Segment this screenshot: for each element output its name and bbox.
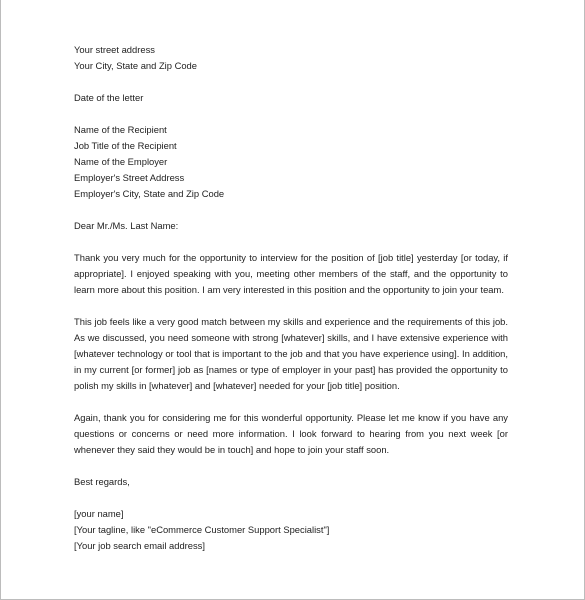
body-paragraph-3: Again, thank you for considering me for this wonderful opportunity. Please let me know if you have any questions or concerns or need more information. I look forward to hearing from you next week [or whenever they said they would be in touch] and hope to join your staff soon. <box>74 412 508 455</box>
recipient-street: Employer's Street Address <box>74 172 185 183</box>
signature-block <box>74 506 508 554</box>
salutation-block <box>74 218 508 234</box>
signature-email: [Your job search email address] <box>74 540 205 551</box>
sender-city-state-zip: Your City, State and Zip Code <box>74 60 197 71</box>
body-paragraph-2: This job feels like a very good match between my skills and experience and the requirements of this job. As we discussed, you need someone with strong [whatever] skills, and I have extensive experience with [whatever technology or tool that is important to the job and that you have experience using]. In addition, in my current [or former] job as [names or type of employer in your past] has provided the opportunity to polish my skills in [whatever] and [whatever] needed for your [job title] position. <box>74 316 508 391</box>
letter-date: Date of the letter <box>74 92 144 103</box>
recipient-address <box>74 122 508 202</box>
recipient-employer: Name of the Employer <box>74 156 168 167</box>
sender-address <box>74 42 508 74</box>
sender-street: Your street address <box>74 44 155 55</box>
recipient-job-title: Job Title of the Recipient <box>74 140 177 151</box>
recipient-name: Name of the Recipient <box>74 124 167 135</box>
signature-name: [your name] <box>74 508 124 519</box>
closing: Best regards, <box>74 476 130 487</box>
closing-block <box>74 474 508 490</box>
thank-you-letter <box>74 42 508 570</box>
recipient-city-state-zip: Employer's City, State and Zip Code <box>74 188 225 199</box>
signature-tagline: [Your tagline, like "eCommerce Customer Support Specialist"] <box>74 524 330 535</box>
body-paragraph-1: Thank you very much for the opportunity to interview for the position of [job title] yesterday [or today, if appropriate]. I enjoyed speaking with you, meeting other members of the staff, and the opportunity to learn more about this position. I am very interested in this position and the opportunity to join your team. <box>74 252 508 295</box>
salutation: Dear Mr./Ms. Last Name: <box>74 220 179 231</box>
letter-date-block <box>74 90 508 106</box>
